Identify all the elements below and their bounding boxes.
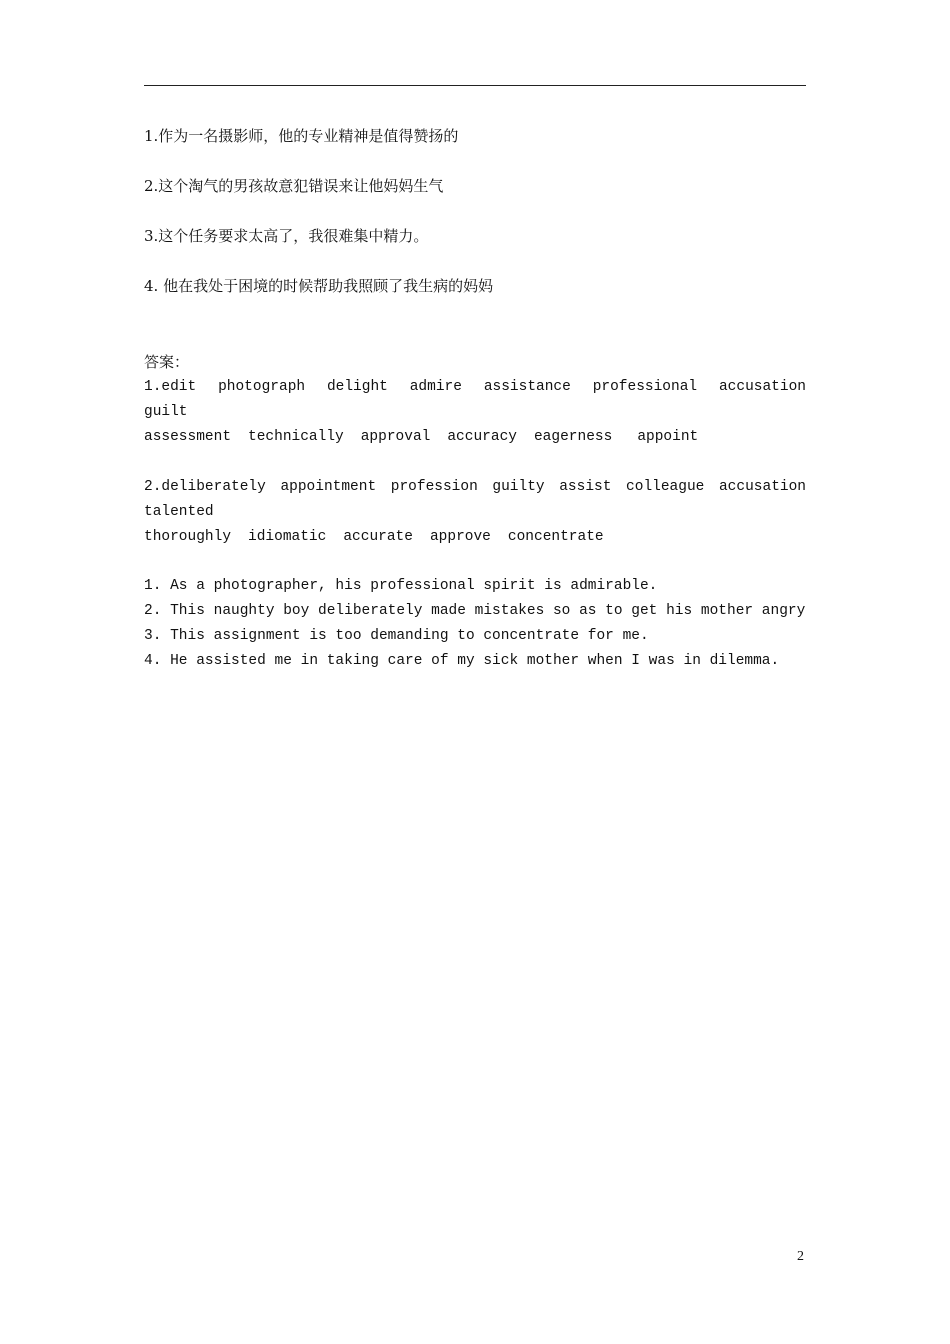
word: guilty (492, 479, 545, 495)
question-1: 1.作为一名摄影师，他的专业精神是值得赞扬的 (144, 127, 459, 145)
word: eagerness (533, 429, 613, 445)
word: approve (429, 529, 491, 545)
word: technically (248, 429, 344, 445)
word: 1.edit (144, 379, 197, 395)
question-4: 4. 他在我处于困境的时候帮助我照顾了我生病的妈妈 (144, 277, 494, 295)
word: 2.deliberately (144, 479, 266, 495)
answer-part2-wrap: talented (144, 504, 214, 520)
word: admire (409, 379, 462, 395)
word: professional (592, 379, 698, 395)
answer-part2-row1 (144, 477, 806, 497)
word: accusation (718, 479, 806, 495)
word: accusation (718, 379, 806, 395)
word: photograph (218, 379, 306, 395)
word: accurate (343, 529, 413, 545)
answers-heading: 答案： (144, 353, 190, 371)
word: assist (559, 479, 612, 495)
word: assistance (483, 379, 571, 395)
header-rule (144, 85, 806, 86)
word: appoint (637, 429, 699, 445)
page-number: 2 (797, 1249, 804, 1264)
word: idiomatic (248, 529, 327, 545)
word: appointment (280, 479, 377, 495)
answer-part1-row2 (144, 427, 715, 447)
translation-1: 1. As a photographer, his professional spirit is admirable. (144, 578, 658, 594)
answer-part1-wrap: guilt (144, 404, 188, 420)
word: profession (390, 479, 478, 495)
question-3: 3.这个任务要求太高了，我很难集中精力。 (144, 227, 429, 245)
word: thoroughly (144, 529, 232, 545)
word: accuracy (447, 429, 517, 445)
word: approval (360, 429, 431, 445)
word: assessment (144, 429, 232, 445)
answer-part1-row1 (144, 377, 806, 397)
question-2: 2.这个淘气的男孩故意犯错误来让他妈妈生气 (144, 177, 444, 195)
translation-3: 3. This assignment is too demanding to concentrate for me. (144, 628, 649, 644)
translation-2: 2. This naughty boy deliberately made mistakes so as to get his mother angry (144, 603, 806, 619)
word: colleague (626, 479, 705, 495)
translation-4: 4. He assisted me in taking care of my sick mother when I was in dilemma. (144, 653, 780, 669)
answer-part2-row2 (144, 527, 621, 547)
word: delight (326, 379, 388, 395)
word: concentrate (507, 529, 604, 545)
